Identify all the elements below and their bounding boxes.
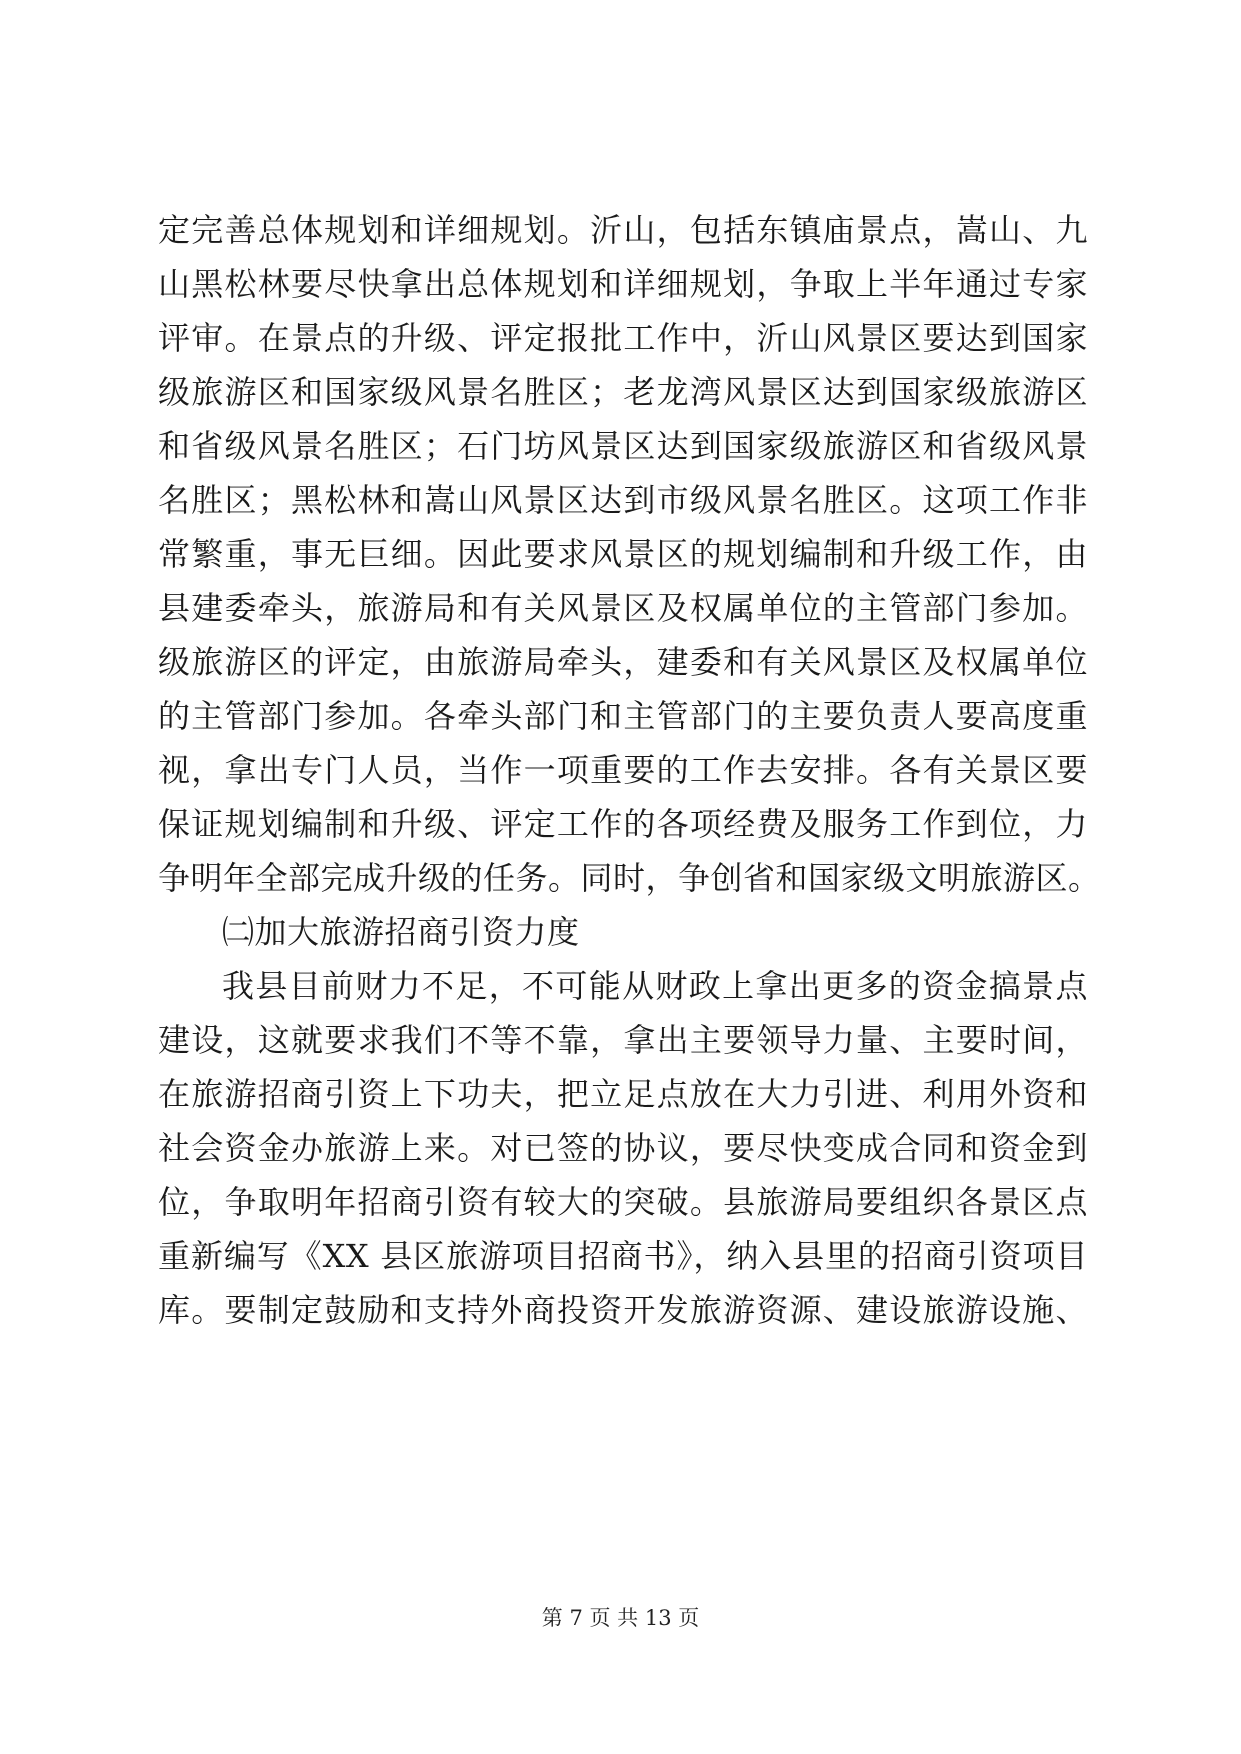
text-line: 保证规划编制和升级、评定工作的各项经费及服务工作到位，力 (158, 805, 1088, 843)
text-line: 定完善总体规划和详细规划。沂山，包括东镇庙景点，嵩山、九 (158, 211, 1088, 249)
text-line: 争明年全部完成升级的任务。同时，争创省和国家级文明旅游区。 (158, 859, 1101, 897)
text-line: 社会资金办旅游上来。对已签的协议，要尽快变成合同和资金到 (158, 1129, 1088, 1167)
text-line: 县建委牵头，旅游局和有关风景区及权属单位的主管部门参加。 (158, 589, 1088, 627)
text-line: 建设，这就要求我们不等不靠，拿出主要领导力量、主要时间， (158, 1021, 1088, 1059)
page-number-footer: 第 7 页 共 13 页 (541, 1606, 700, 1630)
text-line: 视，拿出专门人员，当作一项重要的工作去安排。各有关景区要 (158, 751, 1088, 789)
text-line: 级旅游区的评定，由旅游局牵头，建委和有关风景区及权属单位 (158, 643, 1088, 681)
body-text (158, 203, 1101, 1337)
text-line: 在旅游招商引资上下功夫，把立足点放在大力引进、利用外资和 (158, 1075, 1088, 1113)
text-line: 库。要制定鼓励和支持外商投资开发旅游资源、建设旅游设施、 (158, 1291, 1088, 1329)
text-line: 常繁重，事无巨细。因此要求风景区的规划编制和升级工作，由 (158, 535, 1088, 573)
text-line: 的主管部门参加。各牵头部门和主管部门的主要负责人要高度重 (158, 697, 1088, 735)
text-line: 级旅游区和国家级风景名胜区；老龙湾风景区达到国家级旅游区 (158, 373, 1088, 411)
text-line: 山黑松林要尽快拿出总体规划和详细规划，争取上半年通过专家 (158, 265, 1088, 303)
text-line: 位，争取明年招商引资有较大的突破。县旅游局要组织各景区点 (158, 1183, 1088, 1221)
text-line: 评审。在景点的升级、评定报批工作中，沂山风景区要达到国家 (158, 319, 1088, 357)
text-line: 名胜区；黑松林和嵩山风景区达到市级风景名胜区。这项工作非 (158, 481, 1088, 519)
text-line: 我县目前财力不足，不可能从财政上拿出更多的资金搞景点 (222, 967, 1088, 1005)
section-heading: ㈡加大旅游招商引资力度 (222, 913, 580, 951)
text-line: 和省级风景名胜区；石门坊风景区达到国家级旅游区和省级风景 (158, 427, 1088, 465)
text-line: 重新编写《XX 县区旅游项目招商书》，纳入县里的招商引资项目 (158, 1237, 1088, 1275)
